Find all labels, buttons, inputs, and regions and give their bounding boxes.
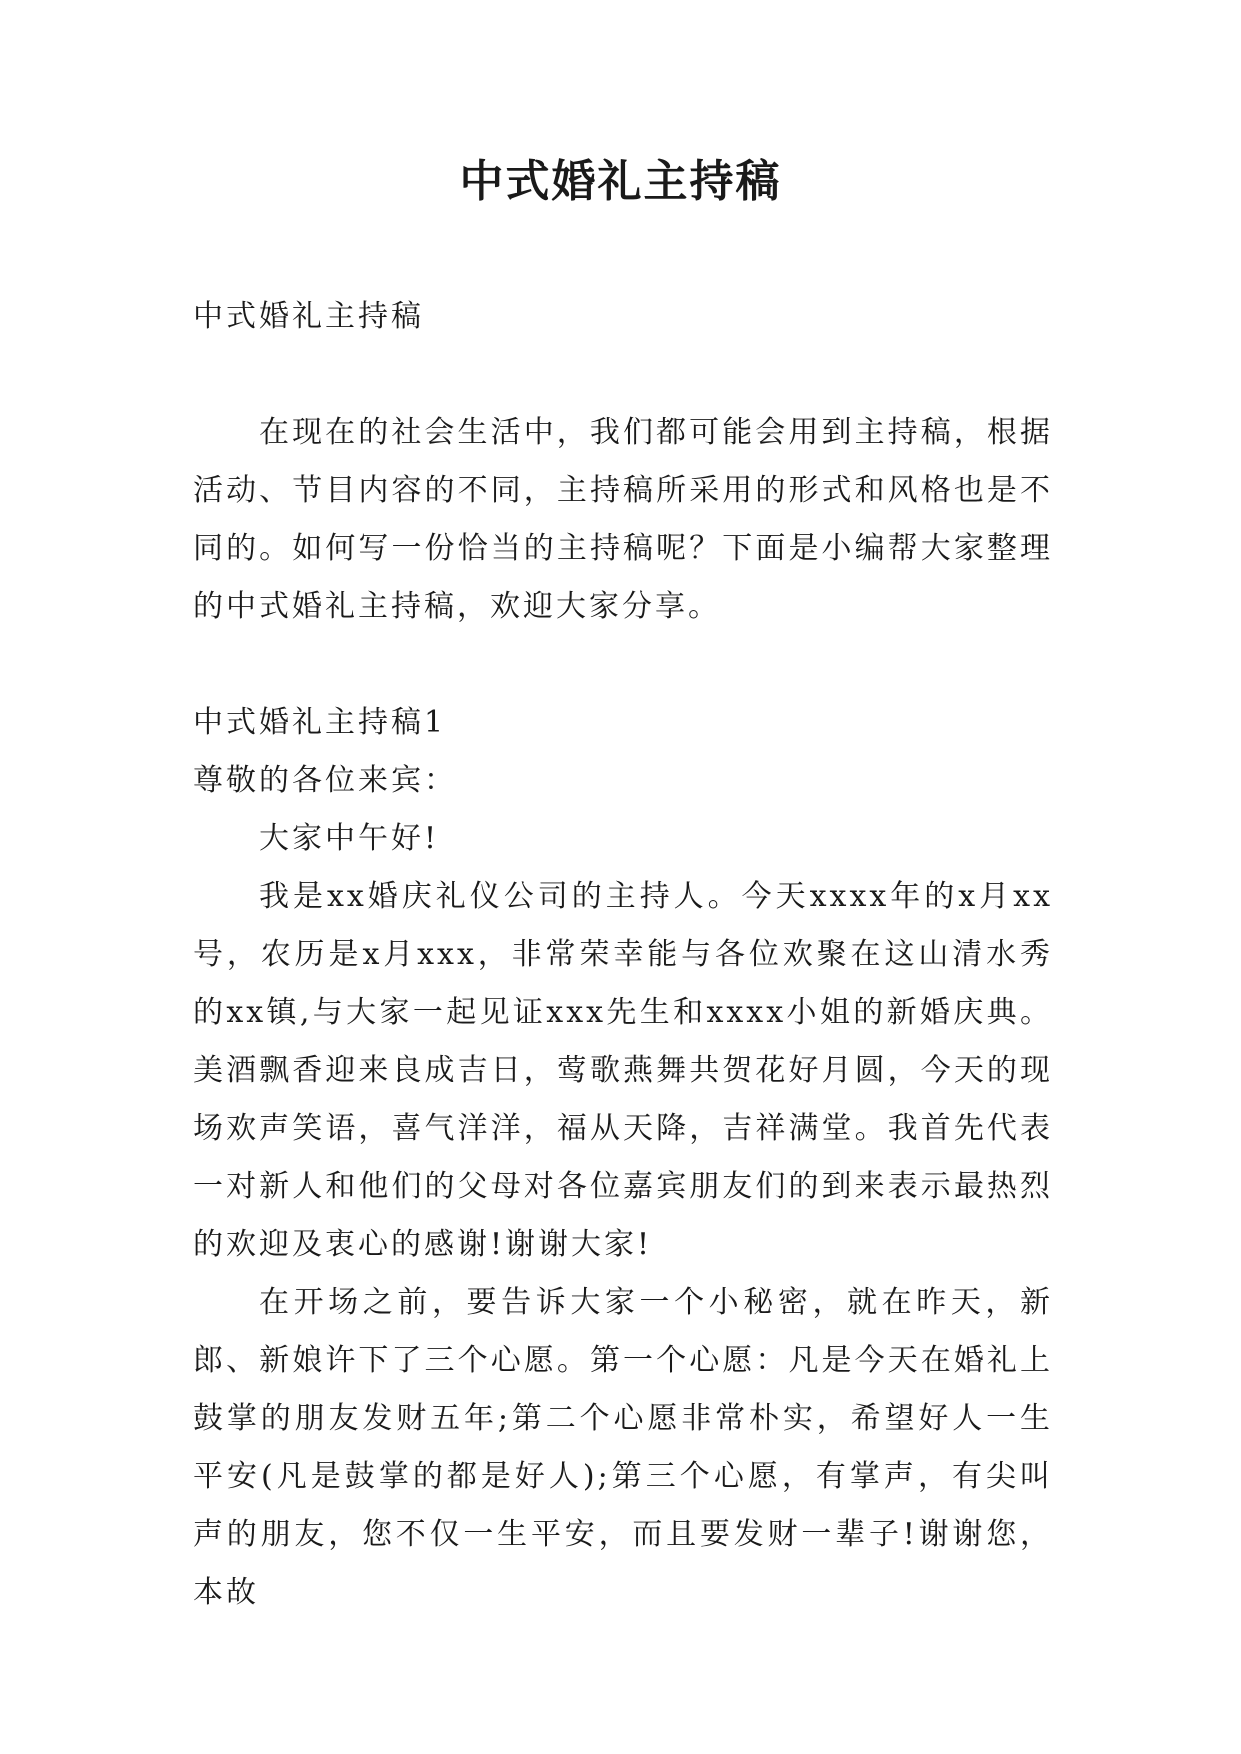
spacer — [193, 636, 1053, 694]
document-body — [193, 288, 1053, 1622]
body-paragraph-1: 我是xx婚庆礼仪公司的主持人。今天xxxx年的x月xx号，农历是x月xxx，非常荣幸能与各位欢聚在这山清水秀的xx镇,与大家一起见证xxx先生和xxxx小姐的新婚庆典。美酒飘香迎来良成吉日，莺歌燕舞共贺花好月圆，今天的现场欢声笑语，喜气洋洋，福从天降，吉祥满堂。我首先代表一对新人和他们的父母对各位嘉宾朋友们的到来表示最热烈的欢迎及衷心的感谢!谢谢大家! — [193, 879, 1053, 1262]
document-title: 中式婚礼主持稿 — [459, 156, 782, 207]
document-subtitle: 中式婚礼主持稿 — [193, 299, 424, 334]
body-paragraph-2: 在开场之前，要告诉大家一个小秘密，就在昨天，新郎、新娘许下了三个心愿。第一个心愿：凡是今天在婚礼上鼓掌的朋友发财五年;第二个心愿非常朴实，希望好人一生平安(凡是鼓掌的都是好人);第三个心愿，有掌声，有尖叫声的朋友，您不仅一生平安，而且要发财一辈子!谢谢您，本故 — [193, 1285, 1053, 1610]
greeting: 大家中午好! — [259, 821, 440, 856]
intro-paragraph: 在现在的社会生活中，我们都可能会用到主持稿，根据活动、节目内容的不同，主持稿所采用的形式和风格也是不同的。如何写一份恰当的主持稿呢？下面是小编帮大家整理的中式婚礼主持稿，欢迎大家分享。 — [193, 415, 1053, 624]
salutation: 尊敬的各位来宾： — [193, 763, 457, 798]
section-heading: 中式婚礼主持稿1 — [193, 705, 447, 740]
spacer — [193, 346, 1053, 404]
